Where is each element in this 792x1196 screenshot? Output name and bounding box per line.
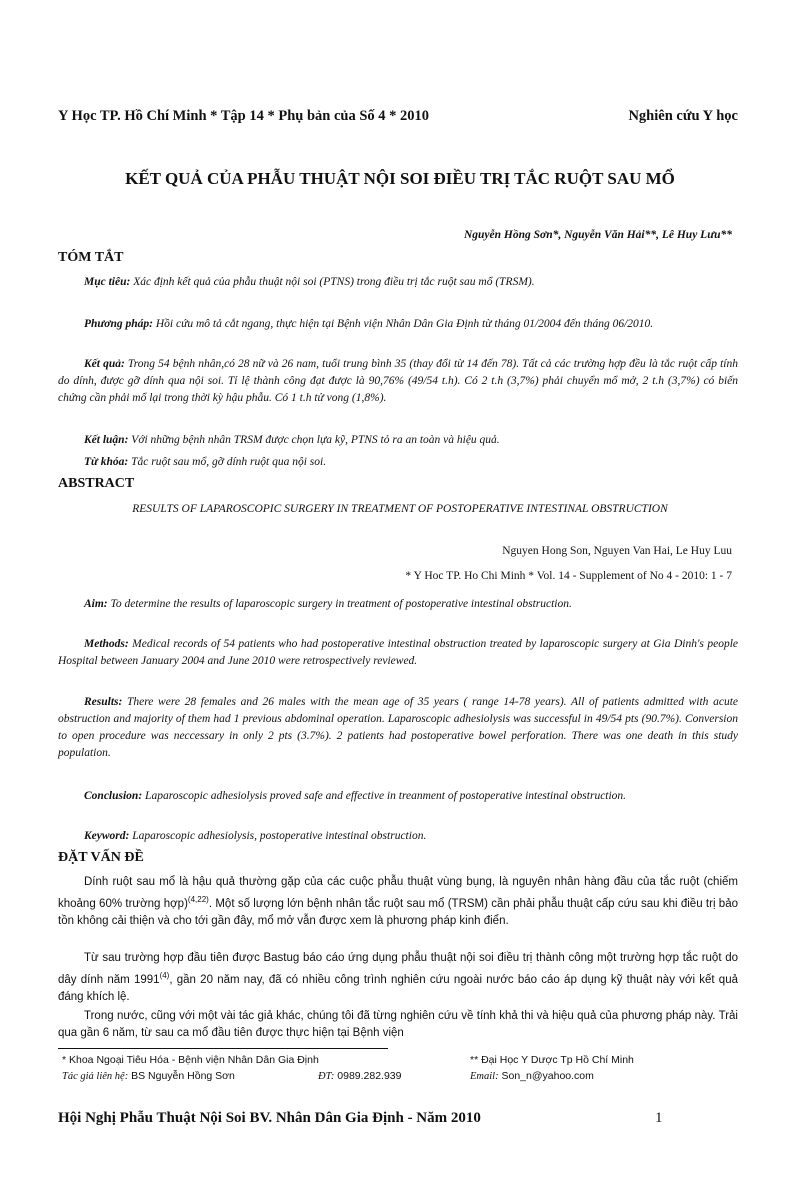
email-address: Son_n@yahoo.com (498, 1070, 594, 1082)
phone-label: ĐT: (318, 1071, 335, 1082)
footnote-affiliation-2: ** Đại Học Y Dược Tp Hồ Chí Minh (470, 1054, 634, 1066)
page-number: 1 (655, 1110, 663, 1126)
abstract-keywords (58, 828, 738, 845)
conclusion-label-vi: Kết luận: (84, 434, 129, 446)
intro-p2-text-b: , gần 20 năm nay, đã có nhiều công trình nghiên cứu ngoài nước báo cáo áp dụng kỹ thuật này với kết quả đáng khích lệ. (58, 973, 738, 1003)
abstract-conclusion (58, 788, 738, 805)
keywords-text-en: Laparoscopic adhesiolysis, postoperative intestinal obstruction. (129, 830, 427, 842)
intro-paragraph-2 (58, 950, 738, 1006)
intro-p2-reference: (4) (159, 971, 170, 980)
intro-p1-text-a: Dính ruột sau mổ là hậu quả thường gặp của các cuộc phẫu thuật vùng bụng, là nguyên nhân hàng đầu của tắc ruột (chiếm khoảng 60% trường hợp) (58, 876, 738, 910)
authors-vietnamese: Nguyễn Hồng Sơn*, Nguyễn Văn Hải**, Lê Huy Lưu** (463, 229, 732, 241)
abstract-methods (58, 636, 738, 670)
summary-keywords (58, 454, 738, 471)
results-text-en: There were 28 females and 26 males with the mean age of 35 years ( range 14-78 years). All of patients admitted with acute obstruction and majority of them had 1 previous abdominal operation. Laparoscopic adhesiolysis was successful in 49/54 pts (90.7%). Conversion to open procedure was neccessary in only 2 pts (3.7%). 2 patients had postoperative bowel perforation. There was one death in this study population. (58, 696, 738, 759)
summary-conclusion (58, 432, 738, 449)
methods-text-vi: Hồi cứu mô tả cắt ngang, thực hiện tại Bệnh viện Nhân Dân Gia Định từ tháng 01/2004 đến tháng 06/2010. (152, 318, 654, 330)
abstract-results (58, 694, 738, 762)
section-heading-introduction: ĐẶT VẤN ĐỀ (58, 850, 144, 865)
intro-paragraph-3: Trong nước, cũng với một vài tác giả khác, chúng tôi đã từng nghiên cứu về tính khả thi và hiệu quả của phương pháp này. Trải qua gần 6 năm, từ sau ca mổ đầu tiên được thực hiện tại Bệnh viện (58, 1010, 738, 1039)
aim-text: To determine the results of laparoscopic surgery in treatment of postoperative intestinal obstruction. (107, 598, 572, 610)
intro-p1-text-b: . Một số lượng lớn bệnh nhân tắc ruột sau mổ (TRSM) cần phải phẫu thuật cấp cứu sau khi điều trị bảo tồn không cải thiện và cho tới gần đây, mổ mở vẫn được xem là phương pháp kinh điển. (58, 897, 738, 927)
footnote-email (470, 1070, 594, 1082)
email-label: Email: (470, 1071, 499, 1082)
methods-text-en: Medical records of 54 patients who had postoperative intestinal obstruction treated by laparoscopic surgery at Gia Dinh's people Hospital between January 2004 and June 2010 were retrospectively reviewed. (58, 638, 738, 667)
methods-label-vi: Phương pháp: (84, 318, 153, 330)
running-header-left: Y Học TP. Hồ Chí Minh * Tập 14 * Phụ bản của Số 4 * 2010 (58, 108, 430, 124)
contact-name: BS Nguyễn Hồng Sơn (128, 1070, 235, 1082)
phone-number: 0989.282.939 (334, 1070, 402, 1082)
english-title: RESULTS OF LAPAROSCOPIC SURGERY IN TREATMENT OF POSTOPERATIVE INTESTINAL OBSTRUCTION (132, 503, 668, 515)
conclusion-text-vi: Với những bệnh nhân TRSM được chọn lựa kỹ, PTNS tỏ ra an toàn và hiệu quả. (128, 434, 500, 446)
paper-title: KẾT QUẢ CỦA PHẪU THUẬT NỘI SOI ĐIỀU TRỊ TẮC RUỘT SAU MỔ (125, 169, 675, 188)
results-label-en: Results: (84, 696, 123, 708)
intro-paragraph-1 (58, 874, 738, 930)
summary-methods (58, 316, 738, 333)
results-label-vi: Kết quả: (84, 358, 125, 370)
footnote-affiliation-1: * Khoa Ngoại Tiêu Hóa - Bệnh viện Nhân Dân Gia Định (62, 1054, 319, 1066)
section-heading-abstract: ABSTRACT (58, 476, 135, 491)
objective-text: Xác định kết quả của phẫu thuật nội soi (PTNS) trong điều trị tắc ruột sau mổ (TRSM). (130, 276, 535, 288)
methods-label-en: Methods: (84, 638, 129, 650)
section-heading-tomtat: TÓM TẮT (58, 250, 124, 265)
keywords-text-vi: Tắc ruột sau mổ, gỡ dính ruột qua nội soi. (128, 456, 327, 468)
summary-objective (58, 274, 738, 291)
footnote-contact (62, 1070, 235, 1082)
aim-label: Aim: (84, 598, 108, 610)
footnote-divider (58, 1048, 388, 1049)
intro-p1-reference: (4,22) (187, 895, 209, 904)
keywords-label-vi: Từ khóa: (84, 456, 129, 468)
conclusion-text-en: Laparoscopic adhesiolysis proved safe and effective in treanment of postoperative intestinal obstruction. (142, 790, 627, 802)
intro-p2-text-a: Từ sau trường hợp đầu tiên được Bastug báo cáo ứng dụng phẫu thuật nội soi điều trị thành công một trường hợp tắc ruột do dây dính năm 1991 (58, 952, 738, 986)
conclusion-label-en: Conclusion: (84, 790, 143, 802)
footer-conference: Hội Nghị Phẫu Thuật Nội Soi BV. Nhân Dân Gia Định - Năm 2010 (58, 1110, 481, 1126)
citation: * Y Hoc TP. Ho Chi Minh * Vol. 14 - Supplement of No 4 - 2010: 1 - 7 (405, 570, 732, 582)
results-text-vi: Trong 54 bệnh nhân,có 28 nữ và 26 nam, tuổi trung bình 35 (thay đổi từ 14 đến 78). Tất cả các trường hợp đều là tắc ruột cấp tính do dính, được gỡ dính qua nội soi. Tỉ lệ thành công đạt được là 90,76% (49/54 t.h). Có 2 t.h (3,7%) phải chuyển mổ mở, 2 t.h (3,7%) có biến chứng cần phải mổ lại trong thời kỳ hậu phẫu. Có 1 t.h tử vong (1,8%). (58, 358, 738, 404)
summary-results (58, 356, 738, 407)
running-header-right: Nghiên cứu Y học (628, 108, 738, 124)
authors-english: Nguyen Hong Son, Nguyen Van Hai, Le Huy Luu (502, 545, 732, 557)
objective-label: Mục tiêu: (84, 276, 131, 288)
abstract-aim (58, 596, 738, 613)
keywords-label-en: Keyword: (84, 830, 130, 842)
contact-label: Tác giả liên hệ: (62, 1071, 129, 1082)
footnote-phone (318, 1070, 402, 1082)
